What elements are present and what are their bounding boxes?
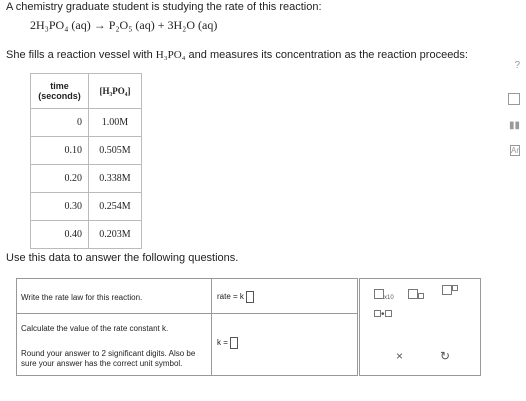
grid-icon[interactable]: [508, 93, 520, 105]
table-row: 0.30 0.254M: [31, 193, 142, 221]
subscript-box-icon[interactable]: [408, 289, 424, 302]
question-1: Write the rate law for this reaction.: [21, 293, 143, 302]
k-answer-row: k =: [217, 337, 238, 349]
table-row: 0 1.00M: [31, 109, 142, 137]
instructions: Use this data to answer the following questions.: [6, 252, 239, 264]
fills-before: She fills a reaction vessel with: [6, 49, 153, 61]
times-ten-button[interactable]: x10: [374, 289, 394, 302]
table-row: 0.10 0.505M: [31, 137, 142, 165]
question-2: Calculate the value of the rate constant k.: [21, 324, 169, 333]
undo-button[interactable]: ↻: [440, 349, 451, 363]
help-icon[interactable]: ?: [514, 60, 520, 71]
rate-answer-row: rate = k: [217, 291, 254, 303]
concentration-header: [H₃PO₄]: [89, 74, 142, 109]
question-2-units: sure your answer has the correct unit symbol.: [21, 359, 183, 368]
superscript-box-icon[interactable]: [442, 285, 458, 298]
problem-intro: A chemistry graduate student is studying the rate of this reaction:: [6, 1, 322, 13]
time-header: time (seconds): [31, 74, 89, 109]
fills-species: H₃PO₄: [155, 49, 186, 61]
fills-after: and measures its concentration as the reaction proceeds:: [188, 49, 468, 61]
table-header-row: [31, 74, 142, 109]
vessel-description: [6, 49, 468, 61]
chart-icon[interactable]: ▮▮: [508, 120, 520, 131]
reactant: 2H₃PO₄ (aq): [30, 18, 91, 32]
concentration-table: [30, 73, 142, 249]
rate-exponent-input[interactable]: [246, 291, 254, 303]
periodic-table-icon[interactable]: Ar: [511, 146, 519, 155]
question-2-round: Round your answer to 2 significant digits. Also be: [21, 349, 196, 358]
table-row: 0.40 0.203M: [31, 221, 142, 249]
product-1: P₂O₅ (aq): [108, 18, 155, 32]
table-row: 0.20 0.338M: [31, 165, 142, 193]
clear-button[interactable]: ×: [396, 349, 404, 363]
arrow: →: [93, 18, 106, 32]
question-box: [16, 278, 358, 376]
plus: +: [157, 18, 165, 32]
k-value-input[interactable]: [230, 337, 238, 349]
reaction-equation: [30, 18, 217, 33]
math-toolbar: [359, 278, 481, 376]
dot-operator-button[interactable]: •: [374, 309, 392, 320]
product-2: 3H₂O (aq): [167, 18, 218, 32]
